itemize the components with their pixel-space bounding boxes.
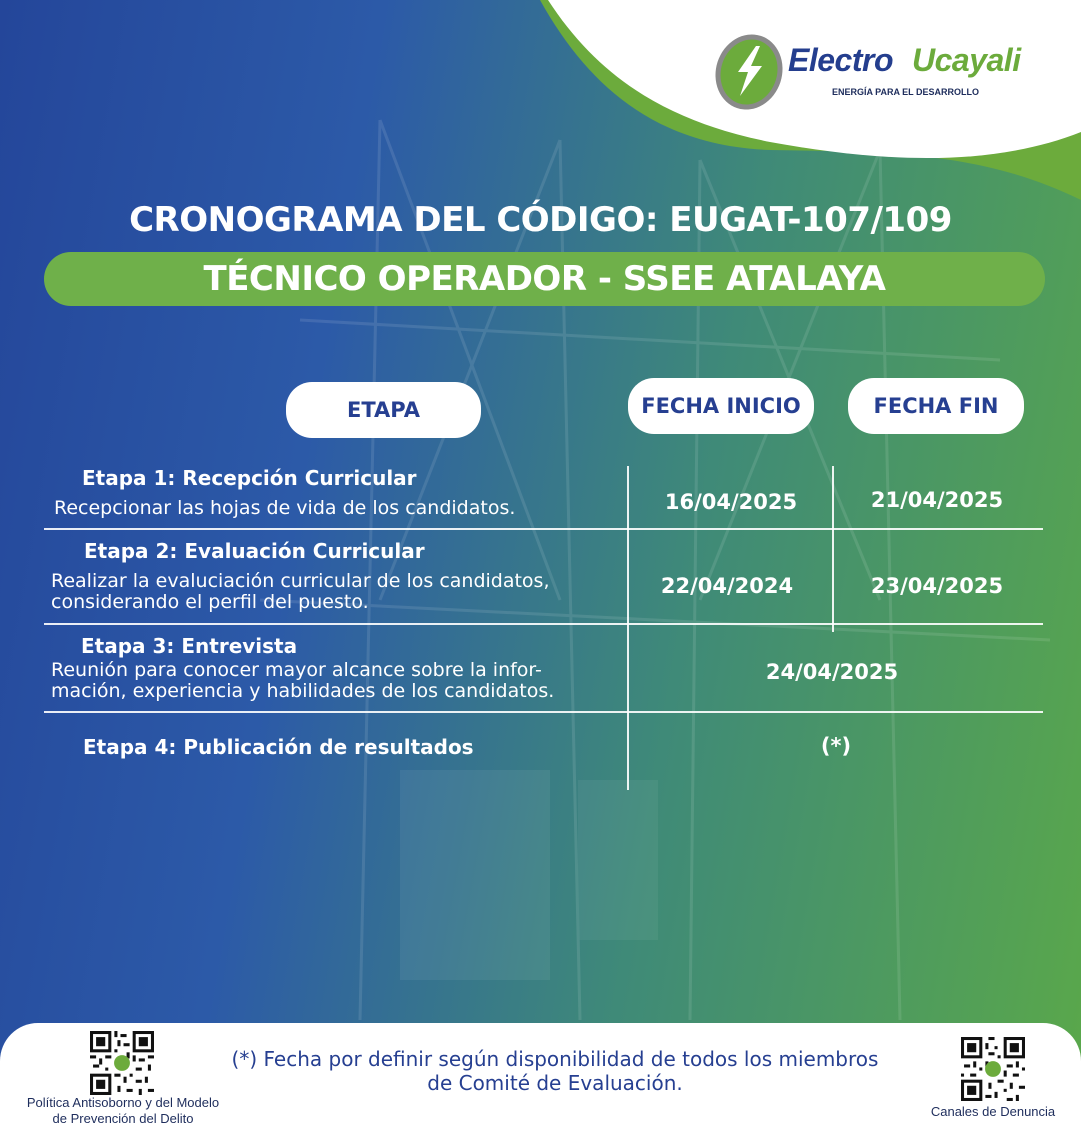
column-divider [627, 466, 629, 790]
stage-description: mación, experiencia y habilidades de los candidatos. [51, 680, 555, 702]
column-header-start-date: FECHA INICIO [628, 378, 814, 434]
qr-code-icon[interactable] [961, 1037, 1025, 1101]
stage-description: considerando el perfil del puesto. [51, 591, 369, 613]
qr-code-icon[interactable] [90, 1031, 154, 1095]
stage-description: Recepcionar las hojas de vida de los candidatos. [54, 497, 516, 519]
start-date: 16/04/2025 [664, 490, 798, 514]
end-date: 21/04/2025 [870, 488, 1004, 512]
column-header-end-date: FECHA FIN [848, 378, 1024, 434]
brand-name-ucayali: Ucayali [912, 42, 1021, 78]
page-title: CRONOGRAMA DEL CÓDIGO: EUGAT-107/109 [129, 200, 952, 240]
footer [0, 1023, 1081, 1133]
page-subtitle: TÉCNICO OPERADOR - SSEE ATALAYA [203, 259, 886, 299]
footnote [170, 1047, 940, 1095]
stage-description: Realizar la evaluciación curricular de los candidatos, [51, 570, 550, 592]
stage-title: Etapa 4: Publicación de resultados [83, 735, 474, 759]
antibribery-policy-label [0, 1095, 246, 1127]
footnote-line: (*) Fecha por definir según disponibilidad de todos los miembros [231, 1047, 879, 1071]
label-line: de Prevención del Delito [52, 1111, 194, 1126]
label-line: Política Antisoborno y del Modelo [26, 1095, 220, 1110]
row-divider [44, 528, 1043, 530]
stage-description: Reunión para conocer mayor alcance sobre la infor- [51, 659, 542, 681]
lightning-bolt-icon [730, 44, 768, 98]
column-divider [832, 466, 834, 632]
stage-title: Etapa 3: Entrevista [81, 634, 298, 658]
footnote-line: de Comité de Evaluación. [427, 1071, 683, 1095]
brand-name-electro: Electro [788, 42, 893, 78]
start-date: 22/04/2024 [660, 574, 794, 598]
stage-title: Etapa 2: Evaluación Curricular [84, 539, 425, 563]
end-date: 23/04/2025 [870, 574, 1004, 598]
brand-tagline: ENERGÍA PARA EL DESARROLLO [832, 87, 980, 97]
column-header-stage: ETAPA [286, 382, 481, 438]
subtitle-banner [44, 252, 1045, 306]
row-divider [44, 711, 1043, 713]
row-divider [44, 623, 1043, 625]
stage-title: Etapa 1: Recepción Curricular [82, 466, 417, 490]
results-date: (*) [820, 734, 852, 758]
complaint-channels-label: Canales de Denuncia [930, 1104, 1056, 1119]
interview-date: 24/04/2025 [765, 660, 899, 684]
electro-ucayali-logo [716, 32, 1036, 114]
